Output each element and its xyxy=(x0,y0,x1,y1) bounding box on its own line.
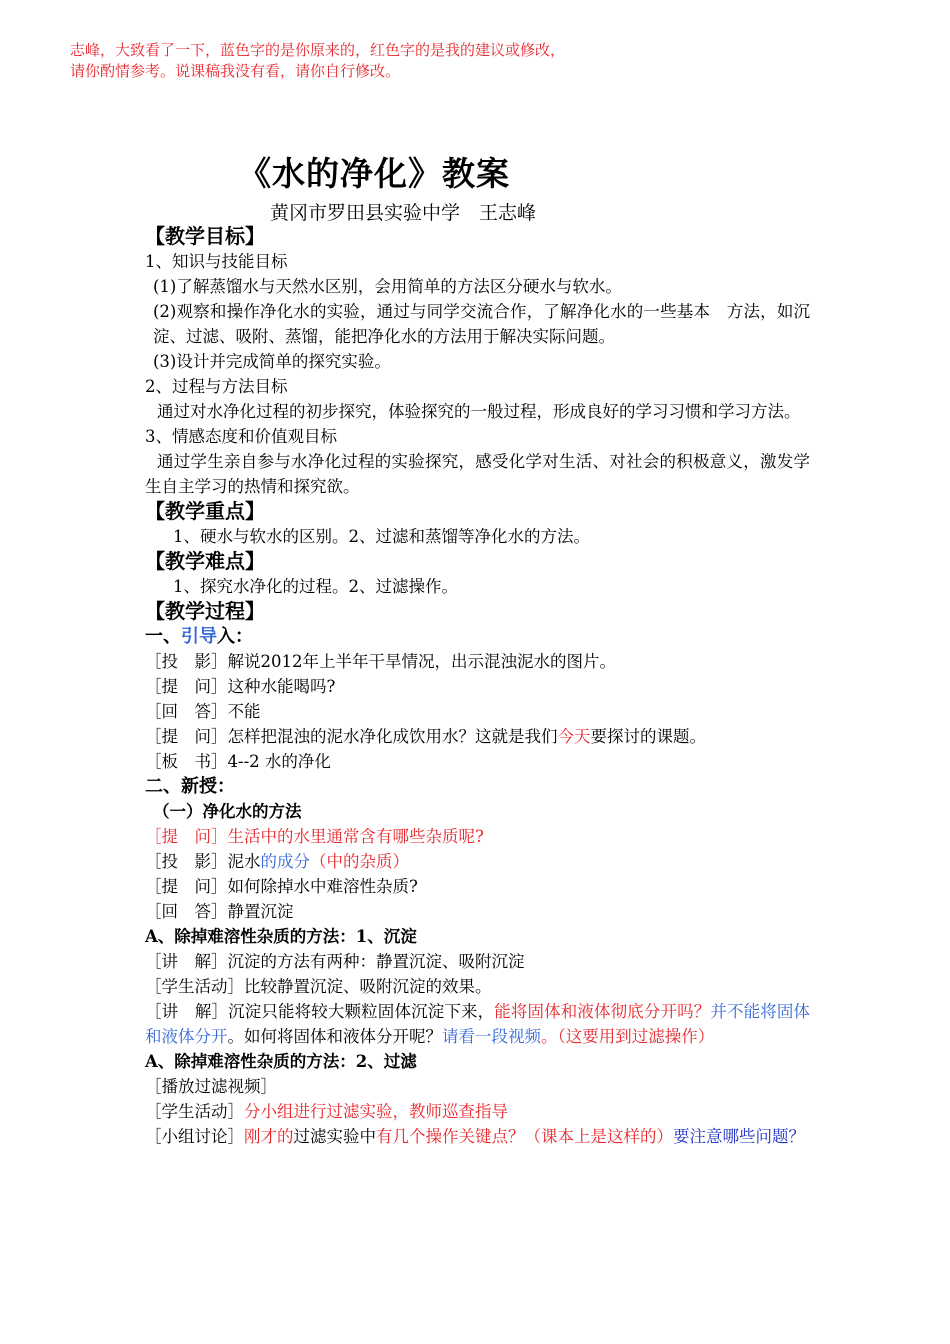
explain-separation xyxy=(145,999,810,1049)
method-filtration: A、除掉难溶性杂质的方法：2、过滤 xyxy=(145,1052,417,1071)
line-tag: ［提 问］ xyxy=(145,727,228,746)
question-impurities xyxy=(145,824,810,849)
question-remove xyxy=(145,874,810,899)
intro-line-1 xyxy=(145,649,810,674)
objectives-heading: 【教学目标】 xyxy=(145,224,265,248)
lesson-body xyxy=(145,224,810,1149)
emotion-goal-1-text: 通过学生亲自参与水净化过程的实验探究，感受化学对生活、对社会的积极意义，激发学生自主学习的热情和探究欲。 xyxy=(145,452,810,496)
line-text: 不能 xyxy=(227,702,261,721)
play-video-line: ［播放过滤视频］ xyxy=(145,1077,277,1096)
explain-sedimentation xyxy=(145,949,810,974)
line-tag: ［讲 解］ xyxy=(145,952,228,971)
intro-heading-num: 一、 xyxy=(145,626,181,647)
review-note: 志峰，大致看了一下，蓝色字的是你原来的，红色字的是我的建议或修改，请你酌情参考。说课稿我没有看，请你自行修改。 xyxy=(70,41,566,80)
original-text: 并不能将固体和液体分开 xyxy=(145,1002,811,1046)
process-goal-1-text: 通过对水净化过程的初步探究，体验探究的一般过程，形成良好的学习习惯和学习方法。 xyxy=(157,402,801,421)
knowledge-goal-2: (2)观察和操作净化水的实验，通过与同学交流合作，了解净化水的一些基本 方法，如沉淀、过滤、吸附、蒸馏，能把净化水的方法用于解决实际问题。 xyxy=(153,302,810,346)
intro-heading-original: 引导 xyxy=(181,626,217,647)
student-activity-2 xyxy=(145,1099,810,1124)
difficulties-heading: 【教学难点】 xyxy=(145,549,265,573)
intro-heading-tail: 入： xyxy=(217,626,253,647)
line-tag: ［回 答］ xyxy=(145,902,228,921)
suggestion-text: 能将固体和液体彻底分开吗？ xyxy=(494,1002,711,1021)
line-tag: ［提 问］ xyxy=(145,877,228,896)
new-lesson-heading: 二、新授： xyxy=(145,776,235,797)
original-text: 要注意哪些问题？ xyxy=(673,1127,805,1146)
process-goal-1 xyxy=(145,399,810,424)
line-tag: ［学生活动］ xyxy=(145,977,244,996)
line-text-tail: 要探讨的课题。 xyxy=(590,727,706,746)
page-title: 《水的净化》教案 xyxy=(238,154,510,193)
line-tag: ［投 影］ xyxy=(145,652,228,671)
line-text: 如何除掉水中难溶性杂质? xyxy=(227,877,418,896)
process-goal-title: 2、过程与方法目标 xyxy=(145,377,288,396)
knowledge-goal-3: (3)设计并完成简单的探究实验。 xyxy=(153,352,391,371)
suggestion-text: 刚才的 xyxy=(244,1127,294,1146)
line-tag: ［小组讨论］ xyxy=(145,1127,244,1146)
sub-heading-text: （一）净化水的方法 xyxy=(153,802,302,821)
line-text: 生活中的水里通常含有哪些杂质呢? xyxy=(227,827,484,846)
original-text: 请看一段视频 xyxy=(442,1027,541,1046)
original-text: 的成分 xyxy=(260,852,310,871)
key-points-text: 1、硬水与软水的区别。2、过滤和蒸馏等净化水的方法。 xyxy=(173,527,590,546)
author-line: 黄冈市罗田县实验中学 王志峰 xyxy=(270,202,537,224)
line-tag: ［板 书］ xyxy=(145,752,228,771)
line-tag: ［回 答］ xyxy=(145,702,228,721)
sub-heading xyxy=(145,799,810,824)
line-tag: ［提 问］ xyxy=(145,677,228,696)
line-text: 过滤实验中 xyxy=(293,1127,376,1146)
suggestion-text: 今天 xyxy=(557,727,591,746)
process-heading: 【教学过程】 xyxy=(145,599,265,623)
group-discussion xyxy=(145,1124,810,1149)
knowledge-goal-1: (1)了解蒸馏水与天然水区别，会用简单的方法区分硬水与软水。 xyxy=(153,277,622,296)
line-tag: ［学生活动］ xyxy=(145,1102,244,1121)
line-text: 静置沉淀 xyxy=(227,902,294,921)
line-text: 比较静置沉淀、吸附沉淀的效果。 xyxy=(244,977,492,996)
line-tag: ［投 影］ xyxy=(145,852,228,871)
emotion-goal-1 xyxy=(145,449,810,499)
line-text: 泥水 xyxy=(227,852,261,871)
difficulties-text: 1、探究水净化的过程。2、过滤操作。 xyxy=(173,577,458,596)
line-text: 4--2 水的净化 xyxy=(227,752,331,771)
suggestion-text: 。（这要用到过滤操作） xyxy=(541,1027,715,1046)
intro-heading xyxy=(145,624,810,649)
suggestion-text: 有几个操作关键点？（课本上是这样的） xyxy=(376,1127,673,1146)
suggestion-text: （中的杂质） xyxy=(310,852,409,871)
line-text: 怎样把混浊的泥水净化成饮用水？这就是我们 xyxy=(227,727,558,746)
intro-line-2 xyxy=(145,674,810,699)
projection-muddy-water xyxy=(145,849,810,874)
line-text: 解说2012年上半年干旱情况，出示混浊泥水的图片。 xyxy=(227,652,616,671)
intro-line-3 xyxy=(145,699,810,724)
key-points-heading: 【教学重点】 xyxy=(145,499,265,523)
intro-line-5 xyxy=(145,749,810,774)
line-text: 沉淀只能将较大颗粒固体沉淀下来， xyxy=(228,1002,495,1021)
student-activity-1 xyxy=(145,974,810,999)
answer-settling xyxy=(145,899,810,924)
suggestion-text: 分小组进行过滤实验，教师巡查指导 xyxy=(244,1102,508,1121)
emotion-goal-title: 3、情感态度和价值观目标 xyxy=(145,427,337,446)
method-sedimentation: A、除掉难溶性杂质的方法：1、沉淀 xyxy=(145,927,417,946)
line-text: 沉淀的方法有两种：静置沉淀、吸附沉淀 xyxy=(227,952,525,971)
line-tag: ［讲 解］ xyxy=(145,1002,229,1021)
line-tag: ［提 问］ xyxy=(145,827,228,846)
line-text: 这种水能喝吗? xyxy=(227,677,336,696)
line-text: 。如何将固体和液体分开呢？ xyxy=(227,1027,442,1046)
knowledge-goal-title: 1、知识与技能目标 xyxy=(145,252,288,271)
intro-line-4 xyxy=(145,724,810,749)
